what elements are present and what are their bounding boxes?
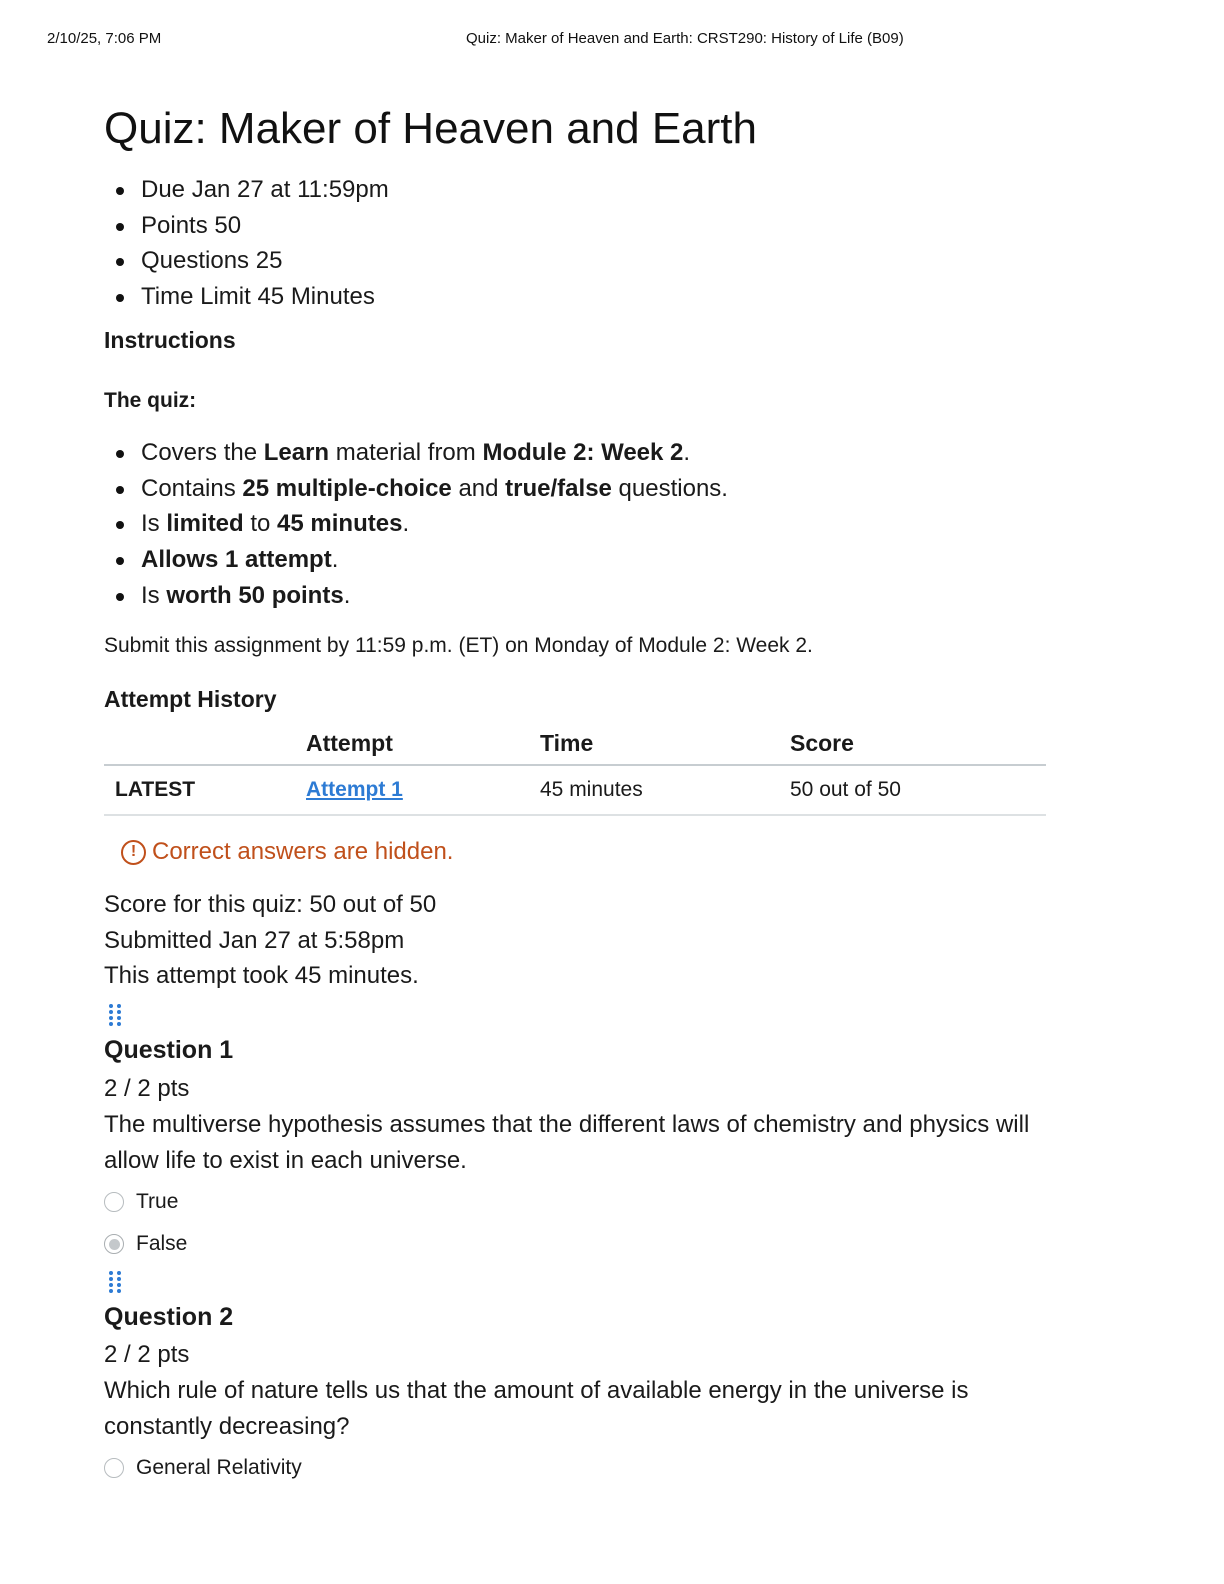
question-2-points: 2 / 2 pts [104,1341,190,1368]
detail-questions: Questions 25 [104,243,389,279]
rule-item: Is worth 50 points. [104,578,728,614]
question-1-title: Question 1 [104,1036,234,1064]
correct-answers-hidden-alert [121,838,453,866]
question-2-text: Which rule of nature tells us that the amount of available energy in the universe is constantly decreasing? [104,1377,969,1440]
question-1-option-true[interactable] [104,1190,178,1214]
detail-points: Points 50 [104,208,389,244]
submitted-time: Submitted Jan 27 at 5:58pm [104,926,405,954]
question-1-text: The multiverse hypothesis assumes that the different laws of chemistry and physics will allow life to exist in each universe. [104,1111,1030,1174]
attempt-cell [306,765,540,815]
submit-deadline-note: Submit this assignment by 11:59 p.m. (ET) on Monday of Module 2: Week 2. [104,634,813,657]
question-2-title: Question 2 [104,1303,234,1331]
print-header [0,30,1224,50]
exclamation-circle-icon: ! [121,840,146,865]
option-label: False [136,1232,188,1255]
attempt-history-table [104,722,1046,816]
attempt-duration: This attempt took 45 minutes. [104,962,419,990]
drag-handle-icon[interactable] [109,1271,123,1297]
attempt-status-label: LATEST [104,765,306,815]
column-header-label [104,722,306,765]
question-1-option-false[interactable] [104,1232,187,1256]
rule-item: Allows 1 attempt. [104,542,728,578]
attempt-score: 50 out of 50 [790,765,1046,815]
rule-item: Contains 25 multiple-choice and true/false questions. [104,471,728,507]
drag-handle-icon[interactable] [109,1004,123,1030]
table-row [104,765,1046,815]
print-datetime: 2/10/25, 7:06 PM [47,30,162,47]
rule-item: Covers the Learn material from Module 2: Week 2. [104,435,728,471]
rule-item: Is limited to 45 minutes. [104,506,728,542]
column-header-score: Score [790,729,854,756]
instructions-heading: Instructions [104,327,236,353]
option-label: True [136,1190,179,1213]
quiz-details-list [104,172,389,315]
radio-button-selected-icon[interactable] [104,1234,124,1254]
instruction-rules-list [104,435,728,614]
column-header-time: Time [540,729,594,756]
attempt-time: 45 minutes [540,765,790,815]
page-title: Quiz: Maker of Heaven and Earth [104,104,757,153]
detail-time-limit: Time Limit 45 Minutes [104,279,389,315]
quiz-summary [104,887,436,994]
question-2-option-general-relativity[interactable] [104,1456,302,1480]
attempt-history-heading: Attempt History [104,686,277,712]
print-page-title: Quiz: Maker of Heaven and Earth: CRST290: History of Life (B09) [466,30,904,47]
detail-due: Due Jan 27 at 11:59pm [104,172,389,208]
radio-button-icon[interactable] [104,1192,124,1212]
attempt-1-link[interactable]: Attempt 1 [306,778,403,801]
question-1-points: 2 / 2 pts [104,1075,190,1102]
quiz-score: Score for this quiz: 50 out of 50 [104,891,437,918]
alert-text: Correct answers are hidden. [152,838,454,865]
radio-button-icon[interactable] [104,1458,124,1478]
quiz-subheading: The quiz: [104,389,197,412]
option-label: General Relativity [136,1456,302,1479]
table-header-row [104,722,1046,765]
column-header-attempt: Attempt [306,729,393,756]
